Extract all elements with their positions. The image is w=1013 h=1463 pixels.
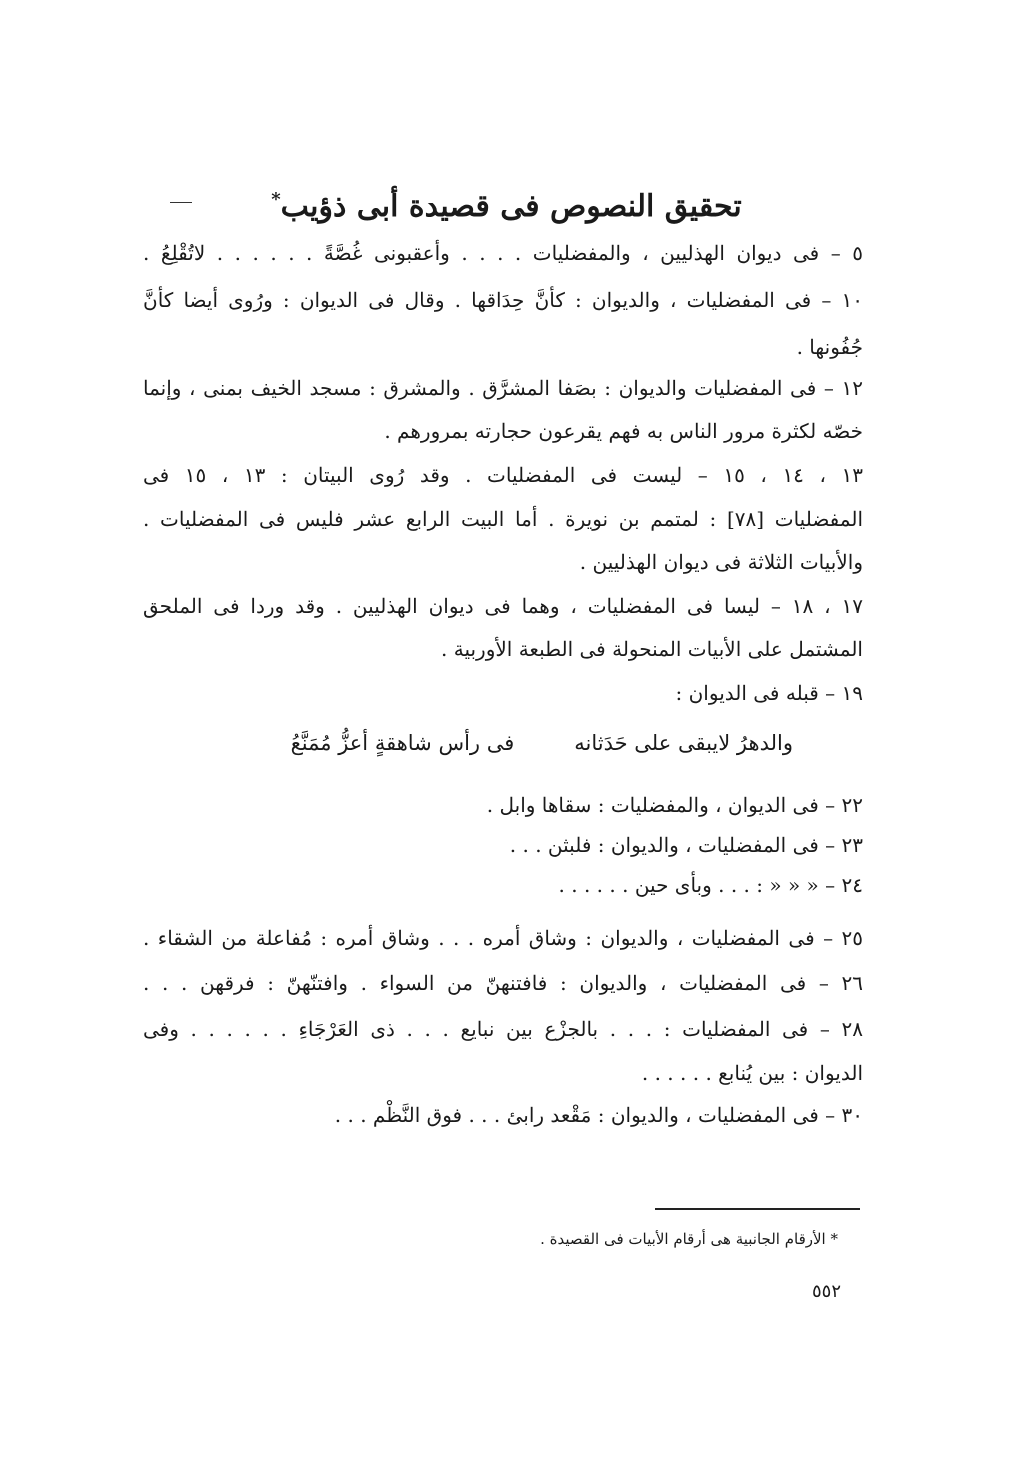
note-line: ٢٥ – فى المفضليات ، والديوان : وشاق أمره . . . وشاق أمره : مُفاعلة من الشقاء .: [143, 926, 863, 950]
page-number: ٥٥٢: [811, 1281, 841, 1302]
verse-hemistich-first: والدهرُ لايبقى على حَدَثانه: [574, 731, 793, 755]
note-line: ٣٠ – فى المفضليات ، والديوان : مَقْعد رابئ . . . فوق النَّظْم . . .: [334, 1103, 863, 1127]
footnote: * الأرقام الجانبية هى أرقام الأبيات فى القصيدة .: [540, 1230, 838, 1248]
note-line: ١٧ ، ١٨ – ليسا فى المفضليات ، وهما فى ديوان الهذليين . وقد وردا فى الملحق: [143, 594, 863, 618]
note-line: ٢٤ – « « « : . . . وبأى حين . . . . . .: [558, 873, 863, 897]
note-line: ١٢ – فى المفضليات والديوان : بصَفا المشرَّق . والمشرق : مسجد الخيف بمنى ، وإنما: [143, 376, 863, 400]
note-line: ١٠ – فى المفضليات ، والديوان : كأنَّ حِدَاقها . وقال فى الديوان : ورُوى أيضا كأنَّ: [143, 288, 863, 312]
note-line: ١٣ ، ١٤ ، ١٥ – ليست فى المفضليات . وقد رُوى البيتان : ١٣ ، ١٥ فى: [143, 463, 863, 487]
note-line: ٢٣ – فى المفضليات ، والديوان : فلبثن . . .: [509, 833, 863, 857]
page-title: تحقيق النصوص فى قصيدة أبى ذؤيب*: [271, 189, 742, 224]
note-line: المشتمل على الأبيات المنحولة فى الطبعة الأوربية .: [441, 637, 863, 661]
footnote-mark: *: [271, 189, 281, 210]
note-line: المفضليات [٧٨] : لمتمم بن نويرة . أما البيت الرابع عشر فليس فى المفضليات .: [143, 507, 863, 531]
note-line: والأبيات الثلاثة فى ديوان الهذليين .: [579, 550, 863, 574]
note-line: خصّه لكثرة مرور الناس به فهم يقرعون حجارته بمرورهم .: [384, 419, 863, 443]
note-line: جُفُونها .: [796, 335, 863, 359]
poem-verse: [193, 728, 793, 758]
note-line: الديوان : بين يُنابع . . . . . .: [641, 1061, 863, 1085]
stray-mark: [170, 202, 192, 203]
note-line: ٢٦ – فى المفضليات ، والديوان : فافتنهنّ من السواء . وافتنّهنّ : فرقهن . . .: [143, 971, 863, 995]
footnote-divider: [655, 1208, 860, 1210]
verse-hemistich-second: فى رأس شاهقةٍ أعزُّ مُمَنَّعُ: [290, 731, 515, 755]
note-line: ٢٨ – فى المفضليات : . . . بالجزْع بين نبايع . . . ذى العَرْجَاءِ . . . . . . وفى: [143, 1017, 863, 1041]
note-line: ٥ – فى ديوان الهذليين ، والمفضليات . . . . وأعقبونى غُصَّةً . . . . . . لاتُقْلِعُ .: [143, 241, 863, 265]
note-line: ٢٢ – فى الديوان ، والمفضليات : سقاها وابل .: [486, 793, 863, 817]
note-line: ١٩ – قبله فى الديوان :: [675, 681, 863, 705]
